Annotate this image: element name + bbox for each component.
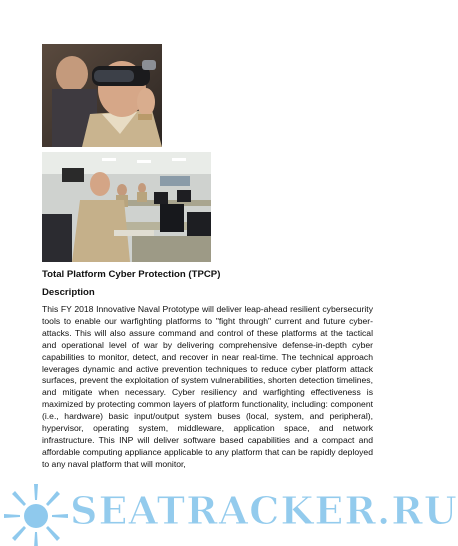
watermark [0, 478, 458, 545]
section-heading: Total Platform Cyber Protection (TPCP) [42, 269, 221, 280]
description-paragraph: This FY 2018 Innovative Naval Prototype will deliver leap-ahead resilient cybersecurity tools to enable our warfighting platforms to "fight through" current and future cyber-attacks. This will also assure command and control of these platforms at the tactical and operational level of war by delivering comprehensive defense-in-depth cyber capabilities to monitor, detect, and recover in near real-time. The technical approach leverages dynamic and active prevention techniques to reduce cyber platform attack surfaces, prevent the exploitation of system vulnerabilities, shorten detection timelines, and mitigate when necessary. Cyber resiliency and warfighting effectiveness is maximized by protecting common layers of platform functionality, including: component (i.e., hardware) basic input/output system buses (local, system, and peripheral), hypervisor, operating system, middleware, application space, and network infrastructure. This INP will deliver software based capabilities and a compact and affordable computing appliance applicable to any platform that can be rapidly deployed to any naval platform that will monitor, [42, 304, 373, 469]
computer-lab-photo [42, 152, 211, 262]
headset-photo [42, 44, 162, 147]
sun-logo-icon [4, 484, 68, 546]
section-subheading: Description [42, 287, 95, 298]
watermark-text: SEATRACKER.RU [70, 488, 458, 533]
